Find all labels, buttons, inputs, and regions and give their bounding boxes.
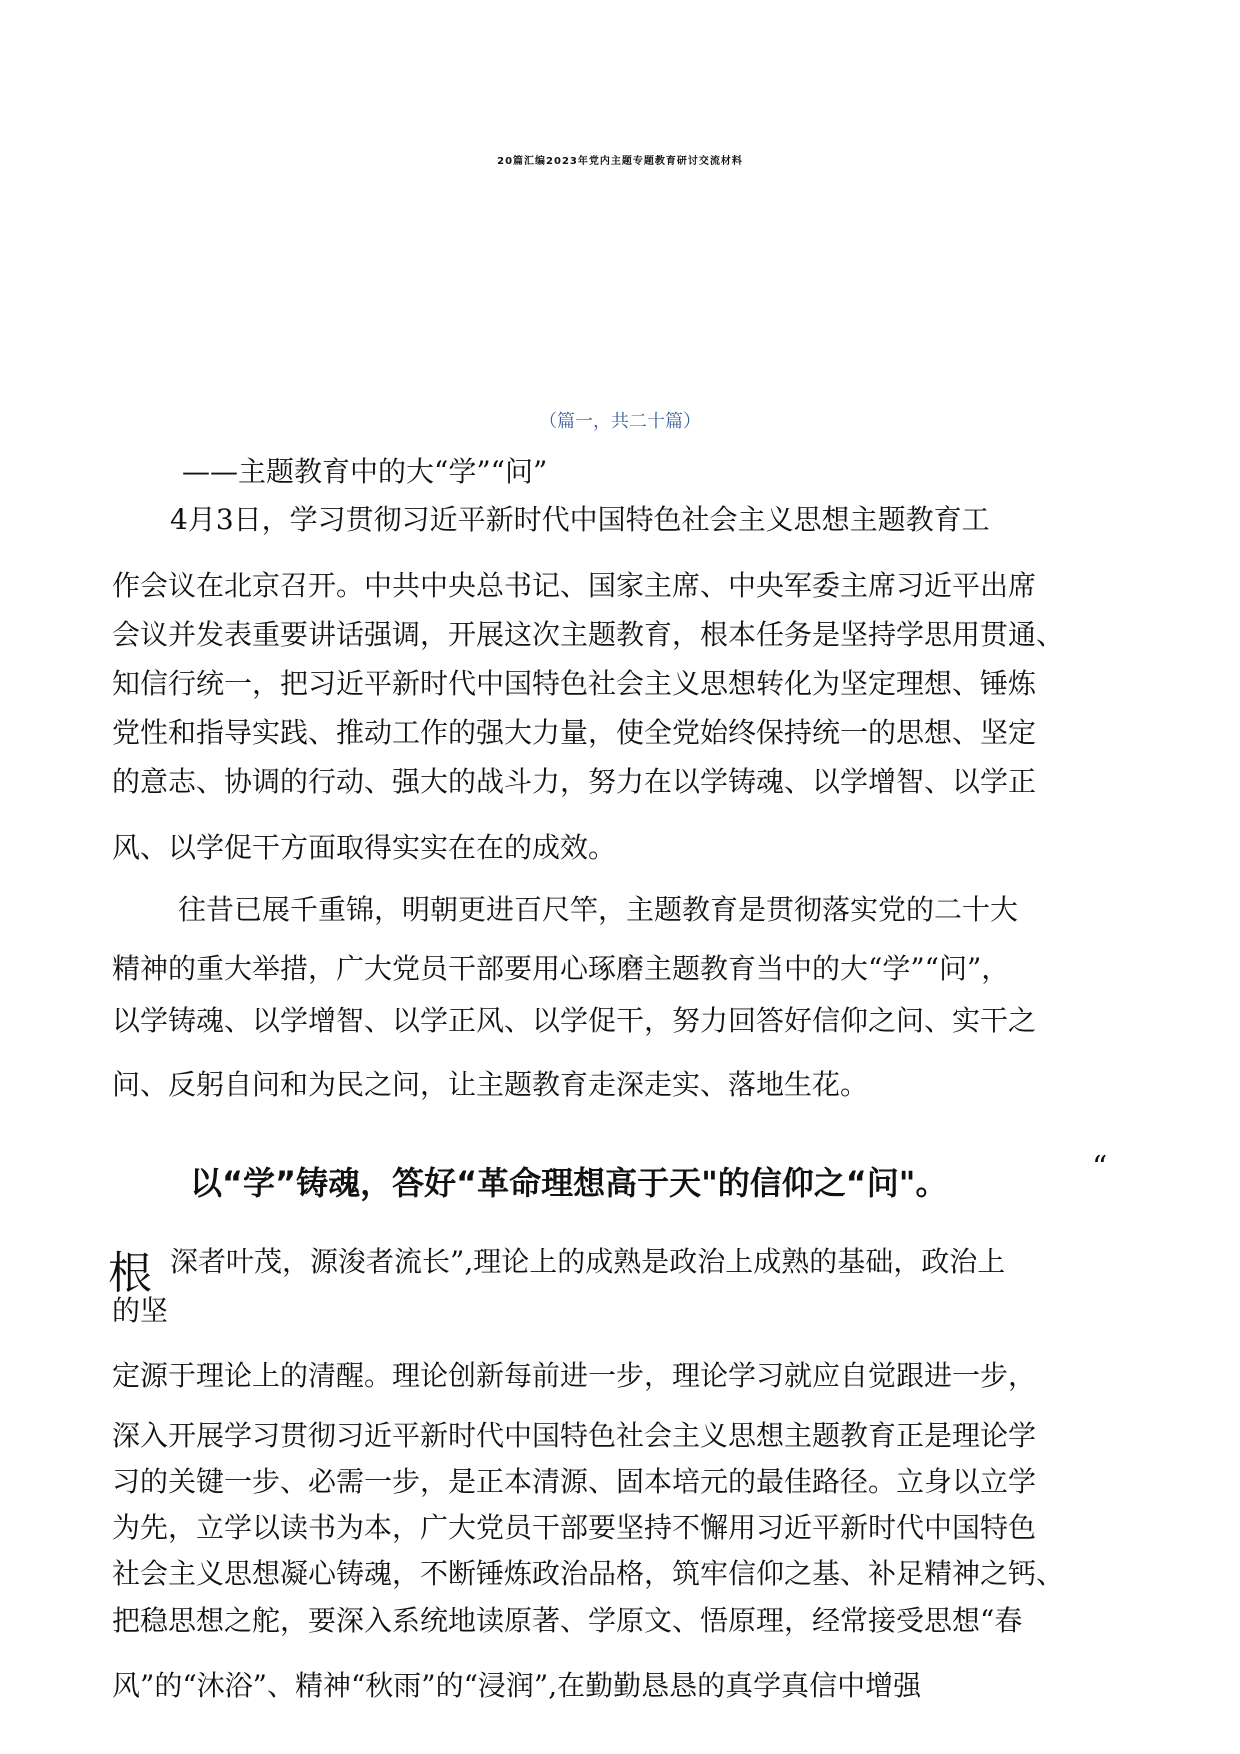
paragraph-1-line: 党性和指导实践、推动工作的强大力量，使全党始终保持统一的思想、坚定 — [112, 716, 1037, 749]
paragraph-1-line: 知信行统一，把习近平新时代中国特色社会主义思想转化为坚定理想、锤炼 — [112, 667, 1037, 700]
paragraph-2-line: 往昔已展千重锦，明朝更进百尺竿，主题教育是贯彻落实党的二十大 — [178, 893, 1019, 926]
paragraph-3-line: 为先，立学以读书为本，广大党员干部要坚持不懈用习近平新时代中国特色 — [112, 1511, 1037, 1544]
paragraph-3-line: 风”的“沐浴”、精神“秋雨”的“浸润”,在勤勤恳恳的真学真信中增强 — [112, 1669, 922, 1702]
part-label: （篇一，共二十篇） — [539, 411, 701, 432]
paragraph-3-line: 习的关键一步、必需一步，是正本清源、固本培元的最佳路径。立身以立学 — [112, 1465, 1037, 1498]
paragraph-3-line: 深入开展学习贯彻习近平新时代中国特色社会主义思想主题教育正是理论学 — [112, 1419, 1037, 1452]
paragraph-3-line: 深者叶茂，源浚者流长”,理论上的成熟是政治上成熟的基础，政治上 — [170, 1245, 1006, 1278]
paragraph-3-line: 定源于理论上的清醒。理论创新每前进一步，理论学习就应自觉跟进一步， — [112, 1359, 1037, 1392]
drop-character: 根 — [108, 1248, 152, 1299]
paragraph-2-line: 以学铸魂、以学增智、以学正风、以学促干，努力回答好信仰之问、实干之 — [112, 1004, 1037, 1037]
paragraph-1-line: 作会议在北京召开。中共中央总书记、国家主席、中央军委主席习近平出席 — [112, 569, 1037, 602]
heading-quote-mark: “ — [1092, 1150, 1108, 1185]
subtitle: ——主题教育中的大“学”“问” — [182, 455, 548, 488]
paragraph-3-line: 的坚 — [112, 1294, 169, 1327]
paragraph-1-line: 会议并发表重要讲话强调，开展这次主题教育，根本任务是坚持学思用贯通、 — [112, 618, 1065, 651]
paragraph-3-line: 把稳思想之舵，要深入系统地读原著、学原文、悟原理，经常接受思想“春 — [112, 1604, 1023, 1637]
section-heading: 以“学”铸魂，答好“革命理想高于天"的信仰之“问"。 — [190, 1164, 948, 1202]
document-title: 20篇汇编2023年党内主题专题教育研讨交流材料 — [497, 156, 743, 167]
paragraph-1-line: 的意志、协调的行动、强大的战斗力，努力在以学铸魂、以学增智、以学正 — [112, 765, 1037, 798]
paragraph-1-line: 风、以学促干方面取得实实在在的成效。 — [112, 831, 617, 864]
paragraph-2-line: 问、反躬自问和为民之问，让主题教育走深走实、落地生花。 — [112, 1068, 869, 1101]
paragraph-2-line: 精神的重大举措，广大党员干部要用心琢磨主题教育当中的大“学”“问”， — [112, 952, 1010, 985]
paragraph-3-line: 社会主义思想凝心铸魂，不断锤炼政治品格，筑牢信仰之基、补足精神之钙、 — [112, 1557, 1065, 1590]
paragraph-1-line: 4月3日，学习贯彻习近平新时代中国特色社会主义思想主题教育工 — [170, 503, 990, 536]
